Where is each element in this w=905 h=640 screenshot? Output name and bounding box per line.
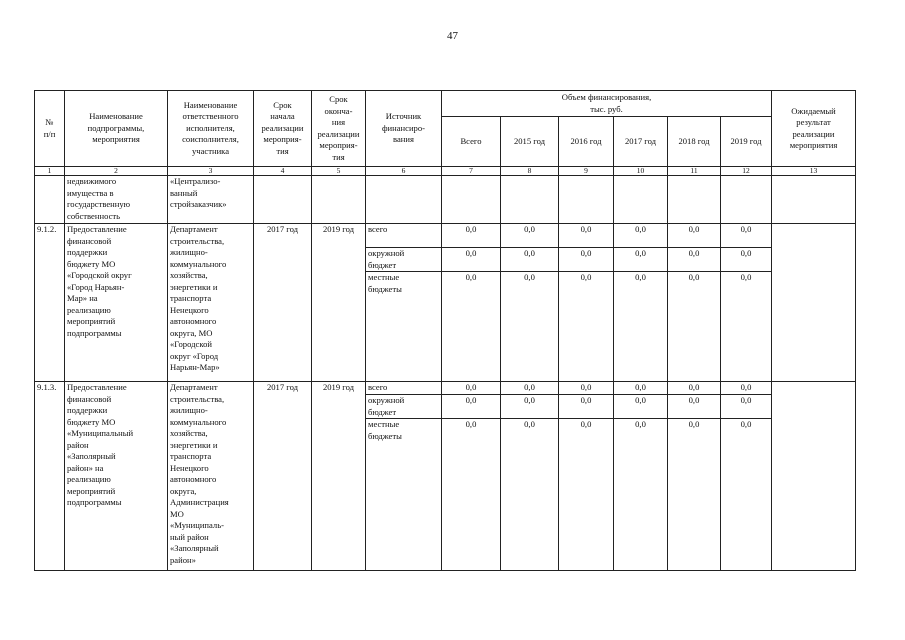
row-responsible: Департамент строительства, жилищно- коммунального хозяйства, энергетики и транспорта Ненецкого автономного округа, Администрация МО «Муниципаль- ный район «Заполярный район»	[168, 382, 254, 571]
value-cell: 0,0	[668, 419, 721, 571]
value-cell: 0,0	[668, 272, 721, 382]
column-index: 6	[366, 167, 442, 176]
value-cell: 0,0	[501, 395, 559, 419]
column-index: 5	[312, 167, 366, 176]
header-funding-group: Объем финансирования, тыс. руб.	[442, 91, 772, 117]
source-label: окружной бюджет	[366, 248, 442, 272]
value-cell: 0,0	[442, 419, 501, 571]
value-cell: 0,0	[559, 382, 614, 395]
header-num: № п/п	[35, 91, 65, 167]
column-index: 7	[442, 167, 501, 176]
value-cell: 0,0	[721, 395, 772, 419]
header-end: Срок оконча- ния реализации мероприя- тия	[312, 91, 366, 167]
empty-cell	[442, 176, 501, 224]
value-cell: 0,0	[559, 272, 614, 382]
value-cell: 0,0	[559, 224, 614, 248]
empty-cell	[721, 176, 772, 224]
value-cell: 0,0	[721, 419, 772, 571]
column-index: 2	[65, 167, 168, 176]
value-cell: 0,0	[614, 395, 668, 419]
row-start: 2017 год	[254, 224, 312, 382]
value-cell: 0,0	[614, 224, 668, 248]
value-cell: 0,0	[501, 419, 559, 571]
value-cell: 0,0	[442, 248, 501, 272]
header-name: Наименование подпрограммы, мероприятия	[65, 91, 168, 167]
page-number: 47	[447, 30, 458, 42]
value-cell: 0,0	[614, 272, 668, 382]
value-cell: 0,0	[559, 395, 614, 419]
empty-cell	[614, 176, 668, 224]
empty-cell	[366, 176, 442, 224]
column-index-row	[35, 167, 856, 176]
value-cell: 0,0	[559, 248, 614, 272]
value-cell: 0,0	[442, 382, 501, 395]
source-label: всего	[366, 224, 442, 248]
row-end: 2019 год	[312, 382, 366, 571]
empty-cell	[35, 176, 65, 224]
value-cell: 0,0	[668, 395, 721, 419]
continuation-responsible: «Централизо- ванный стройзаказчик»	[168, 176, 254, 224]
row-responsible: Департамент строительства, жилищно- коммунального хозяйства, энергетики и транспорта Ненецкого автономного округа, МО «Городской округ «Город Нарьян-Мар»	[168, 224, 254, 382]
value-cell: 0,0	[501, 382, 559, 395]
source-label: местные бюджеты	[366, 272, 442, 382]
header-total: Всего	[442, 117, 501, 167]
table-row	[35, 382, 856, 395]
header-year-2018: 2018 год	[668, 117, 721, 167]
value-cell: 0,0	[442, 272, 501, 382]
header-year-2015: 2015 год	[501, 117, 559, 167]
column-index: 3	[168, 167, 254, 176]
column-index: 11	[668, 167, 721, 176]
header-start: Срок начала реализации мероприя- тия	[254, 91, 312, 167]
value-cell: 0,0	[442, 395, 501, 419]
empty-cell	[559, 176, 614, 224]
row-end: 2019 год	[312, 224, 366, 382]
empty-cell	[312, 176, 366, 224]
column-index: 9	[559, 167, 614, 176]
value-cell: 0,0	[668, 248, 721, 272]
value-cell: 0,0	[501, 248, 559, 272]
header-result: Ожидаемый результат реализации мероприятия	[772, 91, 856, 167]
row-number: 9.1.2.	[35, 224, 65, 382]
value-cell: 0,0	[614, 419, 668, 571]
column-index: 1	[35, 167, 65, 176]
financing-table	[34, 90, 856, 571]
table-row	[35, 224, 856, 248]
row-start: 2017 год	[254, 382, 312, 571]
source-label: окружной бюджет	[366, 395, 442, 419]
value-cell: 0,0	[614, 248, 668, 272]
value-cell: 0,0	[501, 272, 559, 382]
value-cell: 0,0	[668, 382, 721, 395]
value-cell: 0,0	[721, 382, 772, 395]
column-index: 8	[501, 167, 559, 176]
header-year-2017: 2017 год	[614, 117, 668, 167]
empty-cell	[772, 176, 856, 224]
row-result	[772, 382, 856, 571]
source-label: всего	[366, 382, 442, 395]
value-cell: 0,0	[721, 224, 772, 248]
empty-cell	[501, 176, 559, 224]
value-cell: 0,0	[721, 248, 772, 272]
continuation-name: недвижимого имущества в государственную собственность	[65, 176, 168, 224]
column-index: 12	[721, 167, 772, 176]
source-label: местные бюджеты	[366, 419, 442, 571]
value-cell: 0,0	[614, 382, 668, 395]
value-cell: 0,0	[442, 224, 501, 248]
value-cell: 0,0	[668, 224, 721, 248]
row-name: Предоставление финансовой поддержки бюджету МО «Муниципальный район «Заполярный район» на реализацию мероприятий подпрограммы	[65, 382, 168, 571]
continuation-row	[35, 176, 856, 224]
value-cell: 0,0	[721, 272, 772, 382]
header-responsible: Наименование ответственного исполнителя, соисполнителя, участника	[168, 91, 254, 167]
column-index: 4	[254, 167, 312, 176]
header-source: Источник финансиро- вания	[366, 91, 442, 167]
value-cell: 0,0	[559, 419, 614, 571]
header-year-2019: 2019 год	[721, 117, 772, 167]
value-cell: 0,0	[501, 224, 559, 248]
empty-cell	[254, 176, 312, 224]
row-number: 9.1.3.	[35, 382, 65, 571]
empty-cell	[668, 176, 721, 224]
row-name: Предоставление финансовой поддержки бюджету МО «Городской округ «Город Нарьян- Мар» на реализацию мероприятий подпрограммы	[65, 224, 168, 382]
row-result	[772, 224, 856, 382]
column-index: 10	[614, 167, 668, 176]
header-year-2016: 2016 год	[559, 117, 614, 167]
column-index: 13	[772, 167, 856, 176]
